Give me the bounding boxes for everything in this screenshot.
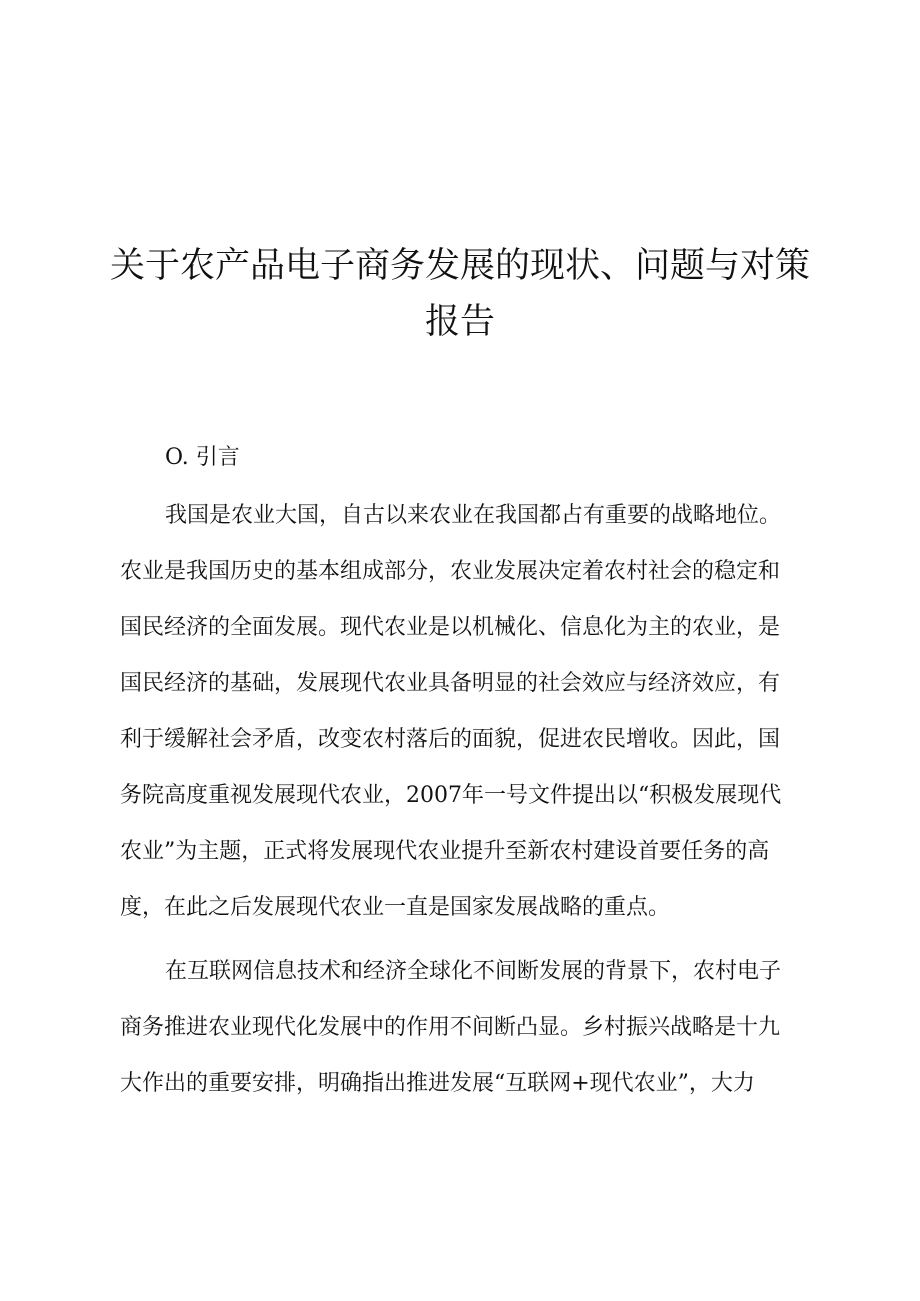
- paragraph-line: 国民经济的基础，发展现代农业具备明显的社会效应与经济效应，有: [120, 671, 781, 696]
- title-line-2: 报告: [424, 302, 495, 342]
- paragraph-line: 农业”为主题，正式将发展现代农业提升至新农村建设首要任务的高: [120, 839, 770, 864]
- document-title: [110, 238, 810, 350]
- paragraph-line: 在互联网信息技术和经济全球化不间断发展的背景下，农村电子: [165, 959, 782, 984]
- paragraph-line: 务院高度重视发展现代农业，2007年一号文件提出以“积极发展现代: [120, 783, 782, 808]
- paragraph-line: 度，在此之后发展现代农业一直是国家发展战略的重点。: [120, 895, 671, 920]
- paragraph-line: 农业是我国历史的基本组成部分，农业发展决定着农村社会的稳定和: [120, 559, 781, 584]
- title-line-1: 关于农产品电子商务发展的现状、问题与对策: [110, 246, 811, 286]
- section-heading-introduction: O. 引言: [165, 445, 240, 470]
- paragraph-2: [120, 944, 820, 1112]
- paragraph-1: [120, 488, 820, 936]
- paragraph-line: 我国是农业大国，自古以来农业在我国都占有重要的战略地位。: [165, 503, 782, 528]
- paragraph-line: 大作出的重要安排，明确指出推进发展“互联网+现代农业”，大力: [120, 1071, 755, 1096]
- paragraph-line: 国民经济的全面发展。现代农业是以机械化、信息化为主的农业，是: [120, 615, 781, 640]
- paragraph-line: 利于缓解社会矛盾，改变农村落后的面貌，促进农民增收。因此，国: [120, 727, 781, 752]
- paragraph-line: 商务推进农业现代化发展中的作用不间断凸显。乡村振兴战略是十九: [120, 1015, 781, 1040]
